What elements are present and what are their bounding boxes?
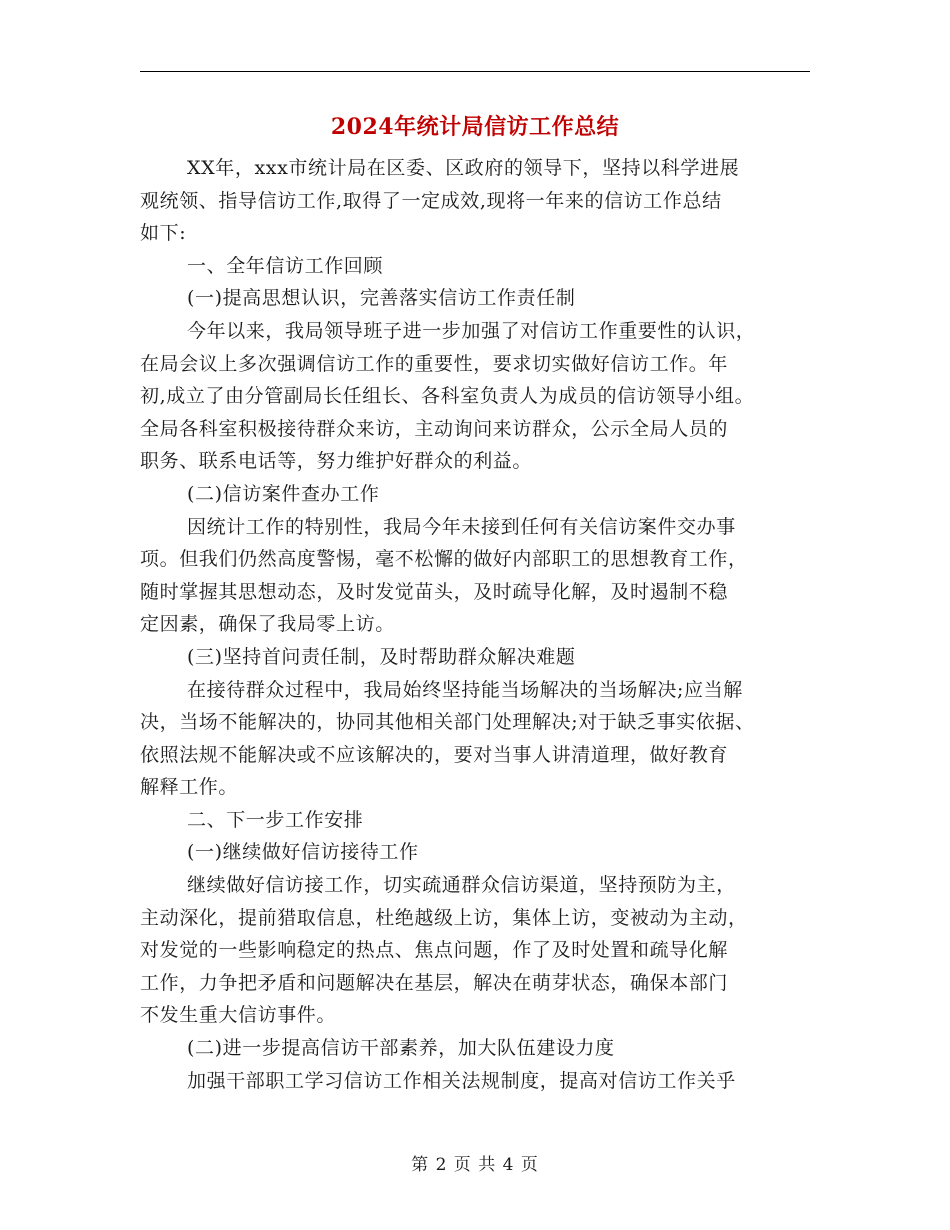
body-line: 依照法规不能解决或不应该解决的，要对当事人讲清道理，做好教育: [140, 743, 729, 766]
body-line: 继续做好信访接工作，切实疏通群众信访渠道，坚持预防为主，: [187, 874, 736, 897]
document-body: [140, 152, 820, 1097]
body-line: 初,成立了由分管副局长任组长、各科室负责人为成员的信访领导小组。: [140, 385, 755, 408]
body-line: 解释工作。: [140, 776, 239, 799]
body-line: 项。但我们仍然高度警惕，毫不松懈的做好内部职工的思想教育工作，: [140, 548, 748, 571]
body-line: (一)提高思想认识，完善落实信访工作责任制: [187, 287, 576, 310]
body-line: 主动深化，提前猎取信息，杜绝越级上访，集体上访，变被动为主动，: [140, 906, 748, 929]
body-line: 工作，力争把矛盾和问题解决在基层，解决在萌芽状态，确保本部门: [140, 971, 729, 994]
body-line: XX年，xxx市统计局在区委、区政府的领导下，坚持以科学进展: [187, 157, 740, 179]
body-line: 今年以来，我局领导班子进一步加强了对信访工作重要性的认识，: [187, 319, 756, 342]
header-rule: [140, 71, 810, 72]
body-line: 如下:: [140, 222, 187, 245]
body-line: 观统领、指导信访工作,取得了一定成效,现将一年来的信访工作总结: [140, 189, 722, 212]
body-line: 决，当场不能解决的，协同其他相关部门处理解决;对于缺乏事实依据、: [140, 711, 755, 734]
body-line: 定因素，确保了我局零上访。: [140, 613, 395, 636]
body-line: 职务、联系电话等，努力维护好群众的利益。: [140, 450, 533, 473]
body-line: (二)信访案件查办工作: [187, 482, 380, 505]
document-title: 2024年统计局信访工作总结: [330, 114, 620, 140]
body-line: 不发生重大信访事件。: [140, 1004, 337, 1027]
page-footer: 第 2 页 共 4 页: [411, 1155, 539, 1175]
body-line: 对发觉的一些影响稳定的热点、焦点问题，作了及时处置和疏导化解: [140, 939, 729, 962]
body-line: 因统计工作的特别性，我局今年未接到任何有关信访案件交办事: [187, 515, 736, 538]
body-line: 全局各科室积极接待群众来访，主动询问来访群众，公示全局人员的: [140, 417, 729, 440]
body-line: 在局会议上多次强调信访工作的重要性，要求切实做好信访工作。年: [140, 352, 729, 375]
body-line: 一、全年信访工作回顾: [187, 254, 384, 277]
body-line: 二、下一步工作安排: [187, 808, 364, 831]
body-line: 随时掌握其思想动态，及时发觉苗头，及时疏导化解，及时遏制不稳: [140, 580, 729, 603]
body-line: 加强干部职工学习信访工作相关法规制度，提高对信访工作关乎: [187, 1069, 736, 1092]
body-line: 在接待群众过程中，我局始终坚持能当场解决的当场解决;应当解: [187, 678, 743, 701]
body-line: (三)坚持首问责任制，及时帮助群众解决难题: [187, 645, 576, 668]
body-line: (二)进一步提高信访干部素养，加大队伍建设力度: [187, 1037, 615, 1060]
body-line: (一)继续做好信访接待工作: [187, 841, 419, 864]
